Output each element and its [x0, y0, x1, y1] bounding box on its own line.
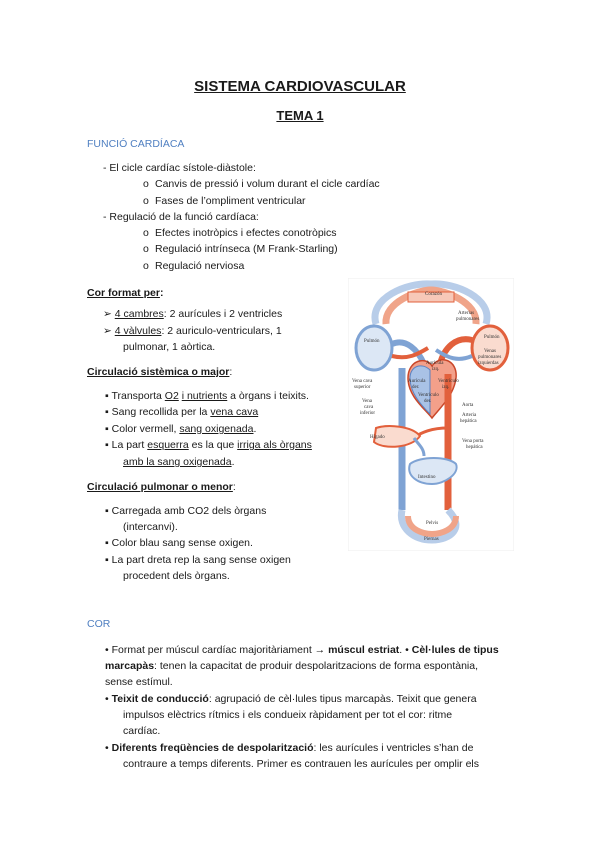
label-ventriculo-der-2: der.	[424, 399, 432, 404]
list-item: ▪ La part dreta rep la sang sense oxigen	[105, 554, 291, 566]
bullet-icon: •	[105, 742, 109, 754]
label-vena-cava-sup-2: superior	[354, 385, 371, 390]
label-auricula-der-2: der.	[412, 385, 420, 390]
section-heading-funcio: FUNCIÓ CARDÍACA	[87, 138, 185, 150]
list-item: ▪ Color blau sang sense oxigen.	[105, 537, 253, 549]
paragraph-line: contraure a temps diferents. Primer es contrauen les aurícules per omplir els	[123, 758, 479, 770]
list-item: - El cicle cardíac sístole-diàstole:	[103, 162, 256, 174]
label-arterias-pulmonares-1: Arterias	[458, 311, 475, 316]
list-item: ▪ Carregada amb CO2 dels òrgans	[105, 505, 267, 517]
label-intestino: Intestino	[418, 475, 436, 480]
label-vena-porta-1: Vena porta	[462, 439, 484, 444]
label-vena-cava-inf-1: Vena	[362, 399, 372, 404]
label-auricula-der-1: Aurícula	[408, 379, 426, 384]
list-item: - Regulació de la funció cardíaca:	[103, 211, 259, 223]
label-ventriculo-izq-1: Ventrículo	[438, 379, 459, 384]
label-vena-porta-2: hepática	[466, 445, 483, 450]
label-arteria-hepatica-1: Arteria	[462, 413, 477, 418]
section-heading-sistemica: Circulació sistèmica o major:	[87, 366, 233, 378]
circulatory-system-diagram	[348, 278, 514, 551]
label-higado: Hígado	[370, 435, 385, 440]
arrow-bullet-icon: ➢	[103, 308, 112, 320]
list-item-continuation: procedent dels òrgans.	[123, 570, 230, 582]
paragraph-line: marcapàs: tenen la capacitat de produir despolaritzacions de forma espontània,	[105, 660, 478, 672]
bullet-icon: •	[105, 693, 109, 705]
label-venas-pulmonares-3: izquierdas	[478, 361, 499, 366]
label-corazon: Corazón	[425, 292, 442, 297]
label-vena-cava-sup-1: Vena cava	[352, 379, 373, 384]
list-item: Regulació nerviosa	[155, 260, 245, 272]
label-vena-cava-inf-3: inferior	[360, 411, 375, 416]
sub-bullet: o	[143, 260, 149, 272]
sub-bullet: o	[143, 227, 149, 239]
document-title: SISTEMA CARDIOVASCULAR	[194, 78, 406, 95]
label-ventriculo-der-1: Ventrículo	[418, 393, 439, 398]
label-vena-cava-inf-2: cava	[364, 405, 374, 410]
document-subtitle: TEMA 1	[276, 108, 324, 123]
square-bullet-icon: ▪	[105, 505, 109, 517]
arrow-bullet-icon: ➢	[103, 325, 112, 337]
list-item: Regulació intrínseca (M Frank-Starling)	[155, 243, 338, 255]
label-arteria-hepatica-2: hepática	[460, 419, 477, 424]
square-bullet-icon: ▪	[105, 406, 109, 418]
square-bullet-icon: ▪	[105, 554, 109, 566]
section-heading-cor-format: Cor format per:	[87, 287, 164, 299]
paragraph-line: cardíac.	[123, 725, 161, 737]
list-item-continuation: amb la sang oxigenada.	[123, 456, 235, 468]
label-pulmon-left: Pulmón	[364, 339, 380, 344]
list-item: Efectes inotròpics i efectes conotròpics	[155, 227, 337, 239]
list-item: Canvis de pressió i volum durant el cicle cardíac	[155, 178, 380, 190]
label-ventriculo-izq-2: izq.	[442, 385, 450, 390]
paragraph-line: • Format per múscul cardíac majoritàriament → múscul estriat. • Cèl·lules de tipus	[105, 644, 499, 656]
square-bullet-icon: ▪	[105, 537, 109, 549]
list-item: ▪ Color vermell, sang oxigenada.	[105, 423, 257, 435]
sub-bullet: o	[143, 243, 149, 255]
square-bullet-icon: ▪	[105, 390, 109, 402]
label-pulmon-right: Pulmón	[484, 335, 500, 340]
label-piernas: Piernas	[424, 537, 439, 542]
list-item: ▪ Transporta O2 i nutrients a òrgans i teixits.	[105, 390, 309, 402]
square-bullet-icon: ▪	[105, 439, 109, 451]
label-aorta: Aorta	[462, 403, 474, 408]
paragraph-line: • Teixit de conducció: agrupació de cèl·lules tipus marcapàs. Teixit que genera	[105, 693, 477, 705]
label-venas-pulmonares-2: pulmonares	[478, 355, 502, 360]
square-bullet-icon: ▪	[105, 423, 109, 435]
label-auricula-izq-1: Aurícula	[426, 361, 444, 366]
label-auricula-izq-2: izq.	[432, 367, 440, 372]
left-lung	[356, 326, 392, 370]
sub-bullet: o	[143, 195, 149, 207]
paragraph-line: • Diferents freqüències de despolarització: les aurícules i ventricles s’han de	[105, 742, 474, 754]
list-item: ▪ La part esquerra es la que irriga als òrgans	[105, 439, 312, 451]
list-item-continuation: (intercanvi).	[123, 521, 178, 533]
list-item-continuation: pulmonar, 1 aòrtica.	[123, 341, 216, 353]
label-arterias-pulmonares-2: pulmonares	[456, 317, 480, 322]
list-item: ▪ Sang recollida per la vena cava	[105, 406, 259, 418]
section-heading-cor: COR	[87, 618, 111, 630]
paragraph-line: impulsos elèctrics rítmics i els condueix ràpidament per tot el cor: ritme	[123, 709, 453, 721]
label-venas-pulmonares-1: Venas	[484, 349, 496, 354]
arrow-list-item: ➢ 4 vàlvules: 2 auriculo-ventriculars, 1	[103, 325, 282, 337]
bullet-icon: •	[105, 644, 109, 656]
label-pelvis: Pelvis	[426, 521, 439, 526]
sub-bullet: o	[143, 178, 149, 190]
section-heading-pulmonar: Circulació pulmonar o menor:	[87, 481, 236, 493]
list-item: Fases de l’ompliment ventricular	[155, 195, 306, 207]
arrow-list-item: ➢ 4 cambres: 2 aurícules i 2 ventricles	[103, 308, 283, 320]
paragraph-line: sense estímul.	[105, 676, 173, 688]
